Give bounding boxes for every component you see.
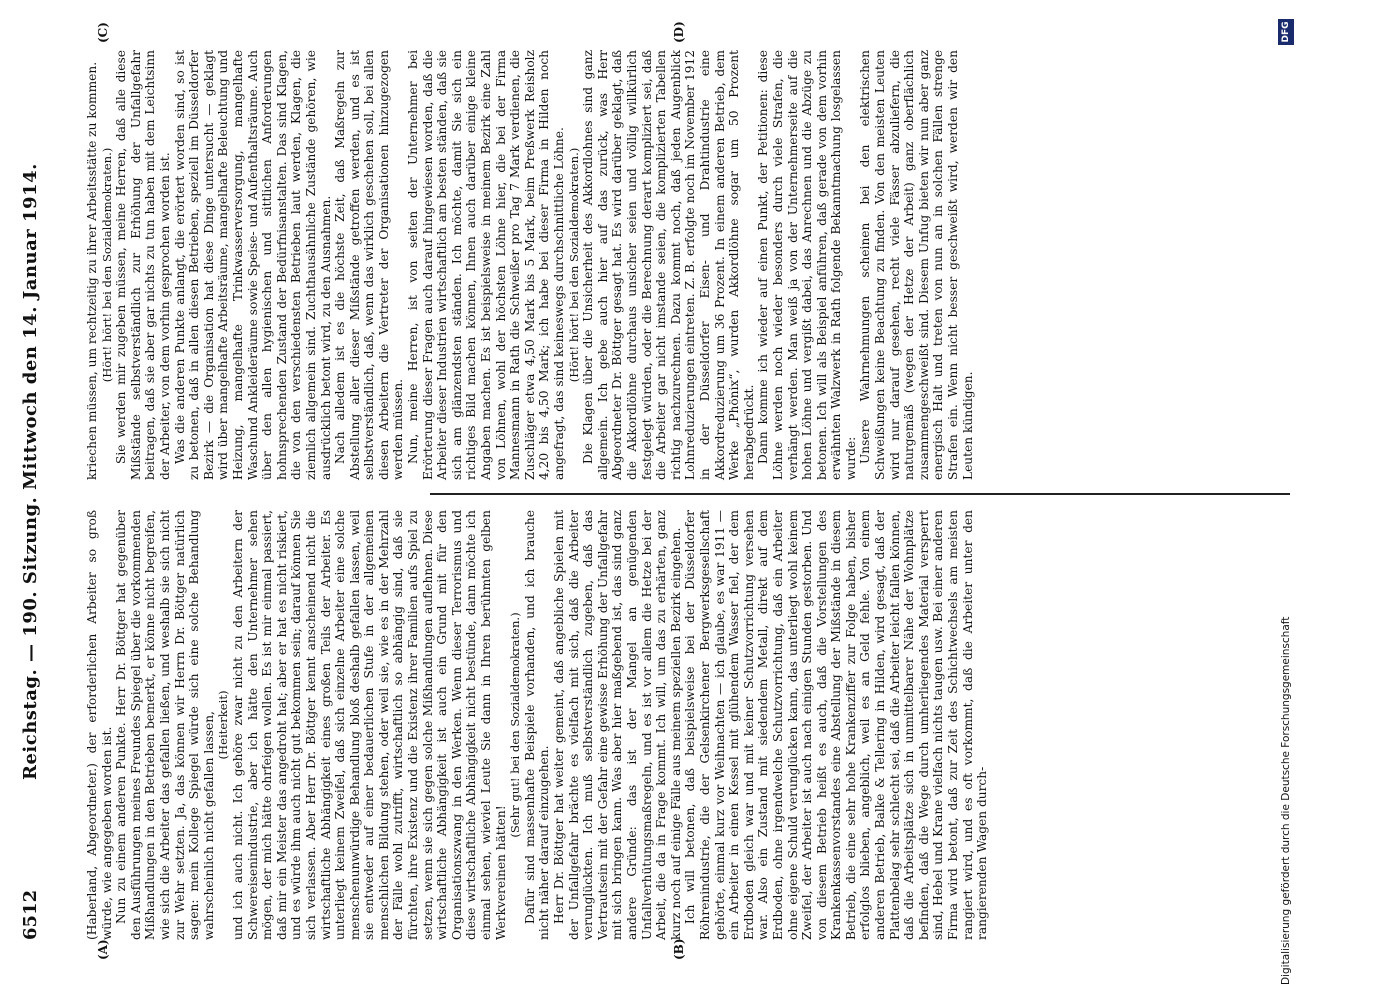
page-title: Reichstag. — 190. Sitzung. Mittwoch den 14. Januar 1914. <box>20 163 41 780</box>
right-interjection-2: (Hört! hört! bei den Sozialdemokraten.) <box>566 147 581 383</box>
margin-marker-b: (B) <box>672 938 686 960</box>
left-interjection-1: (Heiterkeit) <box>216 690 231 760</box>
column-divider <box>430 493 1290 495</box>
right-paragraph-6: Die Klagen über die Unsicherheit des Akkordlohnes sind ganz allgemein. Ich gebe auch hier auf das zurück, was Herr Abgeordneter Dr. Böttger gesagt hat. Es wird darüber geklagt, daß die Akkordlöhne durchaus unsicher seien und völlig willkürlich festgelegt würden, oder die Berechnung derart kompliziert sei, daß die Arbeiter gar nicht imstande seien, die komplizierten Tabellen richtig nachzurechnen. Dazu kommt noch, daß jeden Augenblick Lohnreduzierungen eintreten. Z. B. erfolgte noch im November 1912 in der Düsseldorfer Eisen- und Drahtindustrie eine Akkordreduzierung um 36 Prozent. In einem anderen Betrieb, dem Werke „Phönix“, wurden Akkordlöhne sogar um 50 Prozent herabgedrückt. <box>581 50 756 480</box>
right-paragraph-1: kriechen müssen, um rechtzeitig zu ihrer Arbeitsstätte zu kommen. <box>85 61 99 480</box>
left-paragraph-3: und ich auch nicht. Ich gehöre zwar nicht zu den Arbeitern der Schwereisenindustrie, aber ich hätte den Unternehmer sehen mögen, der mich hätte ohrfeigen wollen. Es ist mir einmal passiert, daß mir ein Meister das angedroht hat; aber er hat es nicht riskiert, und es würde ihm auch nicht gut bekommen sein; darauf können Sie sich verlassen. Aber Herr Dr. Böttger kennt anscheinend nicht die wirtschaftliche Abhängigkeit eines großen Teils der Arbeiter. Es unterliegt keinem Zweifel, daß sich einzelne Arbeiter eine solche menschenunwürdige Behandlung bloß deshalb gefallen lassen, weil sie entweder auf einer bedauerlichen Stufe in der allgemeinen menschlichen Bildung stehen, oder weil sie, wie es in der Mehrzahl der Fälle wohl zutrifft, wirtschaftlich so abhängig sind, daß sie fürchten, ihre Existenz und die Existenz ihrer Familien aufs Spiel zu setzen, wenn sie sich gegen solche Mißhandlungen auflehnen. Diese wirtschaftliche Abhängigkeit ist auch ein Grund mit für den Organisationszwang in den Werken. Wenn dieser Terrorismus und diese wirtschaftliche Abhängigkeit nicht bestünde, dann möchte ich einmal sehen, wieviel Leute Sie dann in Ihren berühmten gelben Werkvereinen hätten! <box>230 510 508 940</box>
right-paragraph-3: Was die anderen Punkte anlangt, die erörtert worden sind, so ist zu betonen, daß in allen diesen Betrieben, speziell im Düsseldorfer Bezirk — die Organisation hat diese Dinge untersucht — geklagt wird über mangelhafte Arbeitsräume, mangelhafte Beleuchtung und Heizung, mangelhafte Trinkwasserversorgung, mangelhafte Waschund Ankleideräume sowie Speise- und Aufenthaltsräume. Auch über den allen hygienischen und sittlichen Anforderungen hohnsprechenden Zustand der Bedürfnisanstalten. Das sind Klagen, die von den verschiedensten Betrieben laut werden, Klagen, die ziemlich allgemein sind. Zuchthausähnliche Zustände gehören, wie ausdrücklich betont wird, zu den Ausnahmen. <box>172 50 333 480</box>
left-paragraph-1: (Haberland, Abgeordneter.) der erforderlichen Arbeiter so groß würde, wie angegeben worden ist. <box>85 510 114 940</box>
right-paragraph-5: Nun, meine Herren, ist von seiten der Unternehmer bei Erörterung dieser Fragen auch darauf hingewiesen worden, daß die Arbeiter dieser Industrien wirtschaftlich am besten ständen, daß sie sich am glänzendsten ständen. Ich möchte, damit Sie sich ein richtiges Bild machen können, Ihnen auch darüber einige kleine Angaben machen. Es ist beispielsweise in meinem Bezirk eine Zahl von Löhnen, wohl der höchsten Löhne hier, die bei der Firma Mannesmann in Rath die Schweißer pro Tag 7 Mark verdienen, die Zuschläger etwa 4,50 Mark bis 5 Mark, beim Preßwerk Reisholz 4,20 bis 4,50 Mark; ich habe bei dieser Firma in Hilden noch angefragt, das sind keineswegs durchschnittliche Löhne. <box>406 50 566 480</box>
dfg-logo: DFG <box>1278 19 1294 45</box>
left-paragraph-4: Dafür sind massenhafte Beispiele vorhanden, und ich brauche nicht näher darauf einzugehen. <box>522 510 552 940</box>
page-header <box>8 40 78 940</box>
funding-credit: Digitalisierung gefördert durch die Deutsche Forschungsgemeinschaft <box>1280 616 1292 985</box>
digitization-footer <box>1280 5 1296 985</box>
left-paragraph-6: Ich will betonen, daß beispielsweise bei der Düsseldorfer Röhrenindustrie, die der Gelsenkirchener Bergwerksgesellschaft gehörte, einmal kurz vor Weihnachten — ich glaube, es war 1911 — ein Arbeiter in einen Kessel mit glühendem Wasser fiel, der dem Erdboden gleich war und mit keiner Schutzvorrichtung versehen war. Also ein Zustand mit siedendem Metall, direkt auf dem Erdboden, ohne irgendwelche Schutzvorrichtung, daß ein Arbeiter ohne eigene Schuld verunglücken kann, das unterliegt wohl keinem Zweifel, der Arbeiter ist auch nach einigen Stunden gestorben. Und von diesem Betrieb heißt es auch, daß die Vorstellungen des Krankenkassenvorstandes eine Abstellung der Mißstände in diesem Betrieb, die eine sehr hohe Krankenziffer zur Folge haben, bisher erfolglos blieben, angeblich, weil es an Geld fehle. Von einem anderen Betrieb, Balke & Tellering in Hilden, wird gesagt, daß der Plattenbelag sehr schlecht sei, daß die Arbeiter leicht fallen können, daß die Arbeitsplätze sich in unmittelbarer Nähe der Wohnplätze befinden, daß die Wege durch umherliegendes Material versperrt sind, Hebel und Krane vielfach nichts taugen usw. Bei einer anderen Firma wird betont, daß zur Zeit des Schichtwechsels am meisten rangiert wird, und es oft vorkommt, daß die Arbeiter unter den rangierenden Wagen durch- <box>683 510 990 940</box>
left-interjection-2: (Sehr gut! bei den Sozialdemokraten.) <box>508 612 523 838</box>
left-paragraph-5: Herr Dr. Böttger hat weiter gemeint, daß angebliche Spielen mit der Unfallgefahr brächte es vielfach mit sich, daß die Arbeiter verunglückten. Ich muß selbstverständlich zugeben, daß das Vertrautsein mit der Gefahr eine gewisse Erhöhung der Unfallgefahr mit sich bringen kann. Was aber hier maßgebend ist, das sind ganz andere Gründe: das ist der Mangel an genügenden Unfallverhütungsmaßregeln, und es ist vor allem die Hetze bei der Arbeit, die da in Frage kommt. Ich will, um das zu erhärten, ganz kurz noch auf einige Fälle aus meinem speziellen Bezirk eingehen. <box>552 510 683 940</box>
margin-marker-a: (A) <box>96 939 110 960</box>
right-column <box>85 50 1285 480</box>
right-paragraph-8: Unsere Wahrnehmungen scheinen bei den elektrischen Schweißungen keine Beachtung zu finden. Von den meisten Leuten wird nur darauf gesehen, recht viele Fässer abzuliefern, die naturgemäß (wegen der Hetze der Arbeit) ganz oberflächlich zusammengeschweißt sind. Diesem Unfug bieten wir nun aber ganz energisch Halt und treten von nun an in solchen Fällen strenge Strafen ein. Wenn nicht besser geschweißt wird, werden wir den Leuten kündigen. <box>858 50 975 480</box>
right-paragraph-2: Sie werden mir zugeben müssen, meine Herren, daß alle diese Mißstände selbstverständlich zur Erhöhung der Unfallgefahr beitragen, daß sie aber gar nichts zu tun haben mit dem Leichtsinn der Arbeiter, von dem vorhin gesprochen worden ist. <box>114 50 172 480</box>
left-column <box>85 510 1285 940</box>
page-number: 6512 <box>20 889 41 940</box>
left-paragraph-2: Nun zu einem anderen Punkte. Herr Dr. Böttger hat gegenüber den Ausführungen meines Freundes Spiegel über die vorkommenden Mißhandlungen in den Betrieben bemerkt, er könne nicht begreifen, wie sich die Arbeiter das gefallen ließen, und weshalb sie sich nicht zur Wehr setzten. Ja, das können wir Herrn Dr. Böttger natürlich sagen: mein Kollege Spiegel würde sich eine solche Behandlung wahrscheinlich nicht gefallen lassen, <box>114 510 216 940</box>
margin-marker-c: (C) <box>96 22 110 43</box>
right-paragraph-7: Dann komme ich wieder auf einen Punkt, der Petitionen: diese Löhne werden noch wieder besonders durch viele Strafen, die verhängt werden. Man weiß ja von der Unternehmerseite auf die hohen Löhne und vergißt dabei, das Anrechnen und die Abzüge zu betonen. Ich will als Beispiel anführen, daß gerade von dem vorhin erwähnten Walzwerk in Rath folgende Bekanntmachung losgelassen wurde: <box>756 50 858 480</box>
right-paragraph-4: Nach alledem ist es die höchste Zeit, daß Maßregeln zur Abstellung aller dieser Mißstände getroffen werden, und es ist selbstverständlich, daß, wenn das wirklich geschehen soll, bei allen diesen Arbeitern die Vertreter der Organisationen hinzugezogen werden müssen. <box>333 50 406 480</box>
margin-marker-d: (D) <box>672 21 686 43</box>
right-interjection-1: (Hört! hört! bei den Sozialdemokraten.) <box>99 147 114 383</box>
